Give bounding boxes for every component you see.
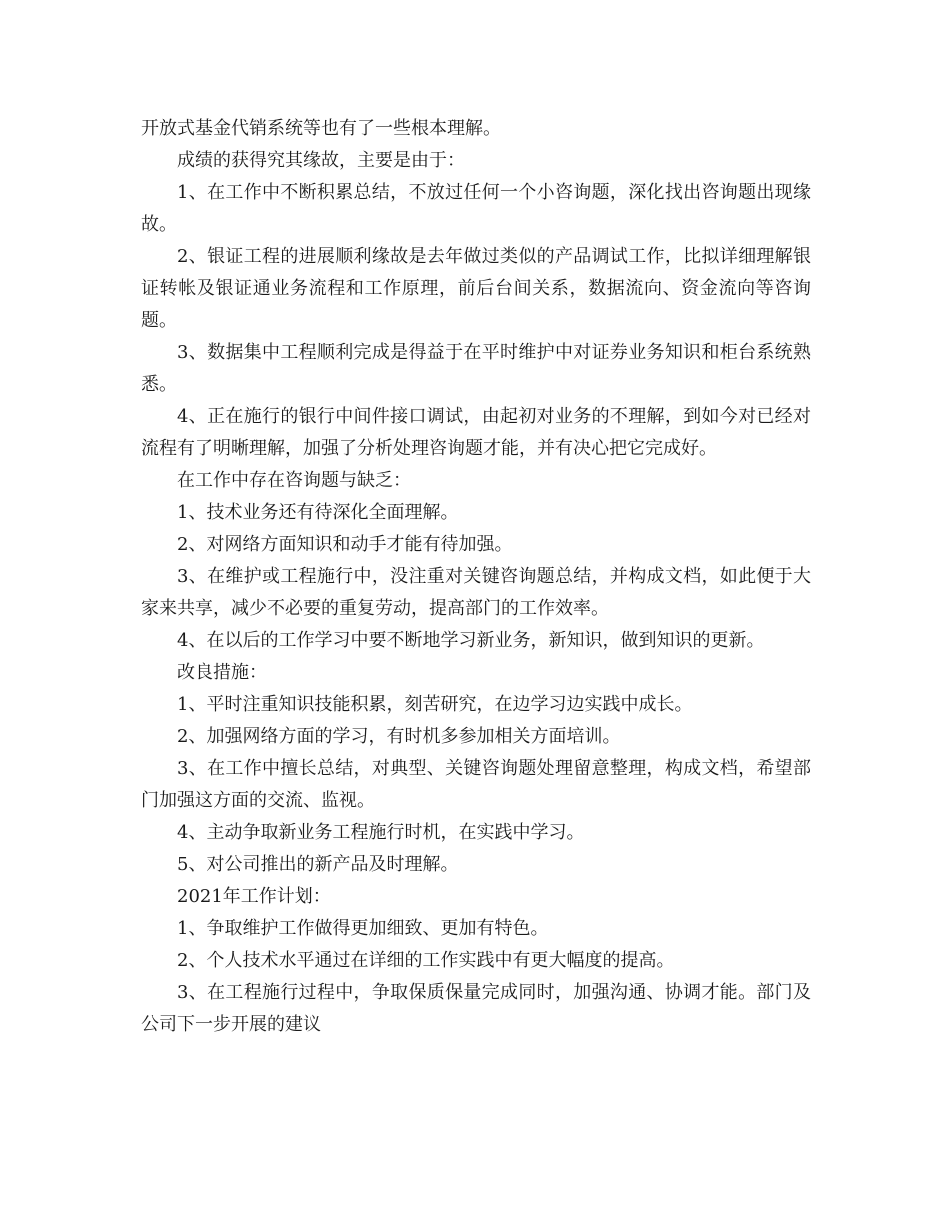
paragraph-improvement-3: 3、在工作中擅长总结，对典型、关键咨询题处理留意整理，构成文档，希望部门加强这方面的交流、监视。 (141, 758, 811, 811)
paragraph-continuation: 开放式基金代销系统等也有了一些根本理解。 (141, 118, 501, 139)
paragraph-plan-2: 2、个人技术水平通过在详细的工作实践中有更大幅度的提高。 (177, 950, 675, 971)
paragraph-improvements-heading: 改良措施： (177, 662, 267, 683)
document-body (141, 113, 811, 1041)
paragraph-reason-3: 3、数据集中工程顺利完成是得益于在平时维护中对证券业务知识和柜台系统熟悉。 (141, 342, 811, 395)
paragraph-problem-3: 3、在维护或工程施行中，没注重对关键咨询题总结，并构成文档，如此便于大家来共享，减少不必要的重复劳动，提高部门的工作效率。 (141, 566, 811, 619)
paragraph-improvement-4: 4、主动争取新业务工程施行时机，在实践中学习。 (177, 822, 585, 843)
paragraph-problem-2: 2、对网络方面知识和动手才能有待加强。 (177, 534, 513, 555)
paragraph-plan-3: 3、在工程施行过程中，争取保质保量完成同时，加强沟通、协调才能。部门及公司下一步开展的建议 (141, 982, 811, 1035)
paragraph-improvement-5: 5、对公司推出的新产品及时理解。 (177, 854, 459, 875)
paragraph-problem-4: 4、在以后的工作学习中要不断地学习新业务，新知识，做到知识的更新。 (177, 630, 765, 651)
paragraph-improvement-1: 1、平时注重知识技能积累，刻苦研究，在边学习边实践中成长。 (177, 694, 693, 715)
paragraph-plan-1: 1、争取维护工作做得更加细致、更加有特色。 (177, 918, 549, 939)
paragraph-reason-1: 1、在工作中不断积累总结，不放过任何一个小咨询题，深化找出咨询题出现缘故。 (141, 182, 811, 235)
paragraph-reason-4: 4、正在施行的银行中间件接口调试，由起初对业务的不理解，到如今对已经对流程有了明晰理解，加强了分析处理咨询题才能，并有决心把它完成好。 (141, 406, 811, 459)
paragraph-improvement-2: 2、加强网络方面的学习，有时机多参加相关方面培训。 (177, 726, 621, 747)
paragraph-reason-2: 2、银证工程的进展顺利缘故是去年做过类似的产品调试工作，比拟详细理解银证转帐及银证通业务流程和工作原理，前后台间关系，数据流向、资金流向等咨询题。 (141, 246, 811, 331)
paragraph-achievement-reasons-heading: 成绩的获得究其缘故，主要是由于： (177, 150, 465, 171)
paragraph-plan-heading: 2021年工作计划： (177, 886, 331, 907)
paragraph-problems-heading: 在工作中存在咨询题与缺乏： (177, 470, 411, 491)
paragraph-problem-1: 1、技术业务还有待深化全面理解。 (177, 502, 459, 523)
